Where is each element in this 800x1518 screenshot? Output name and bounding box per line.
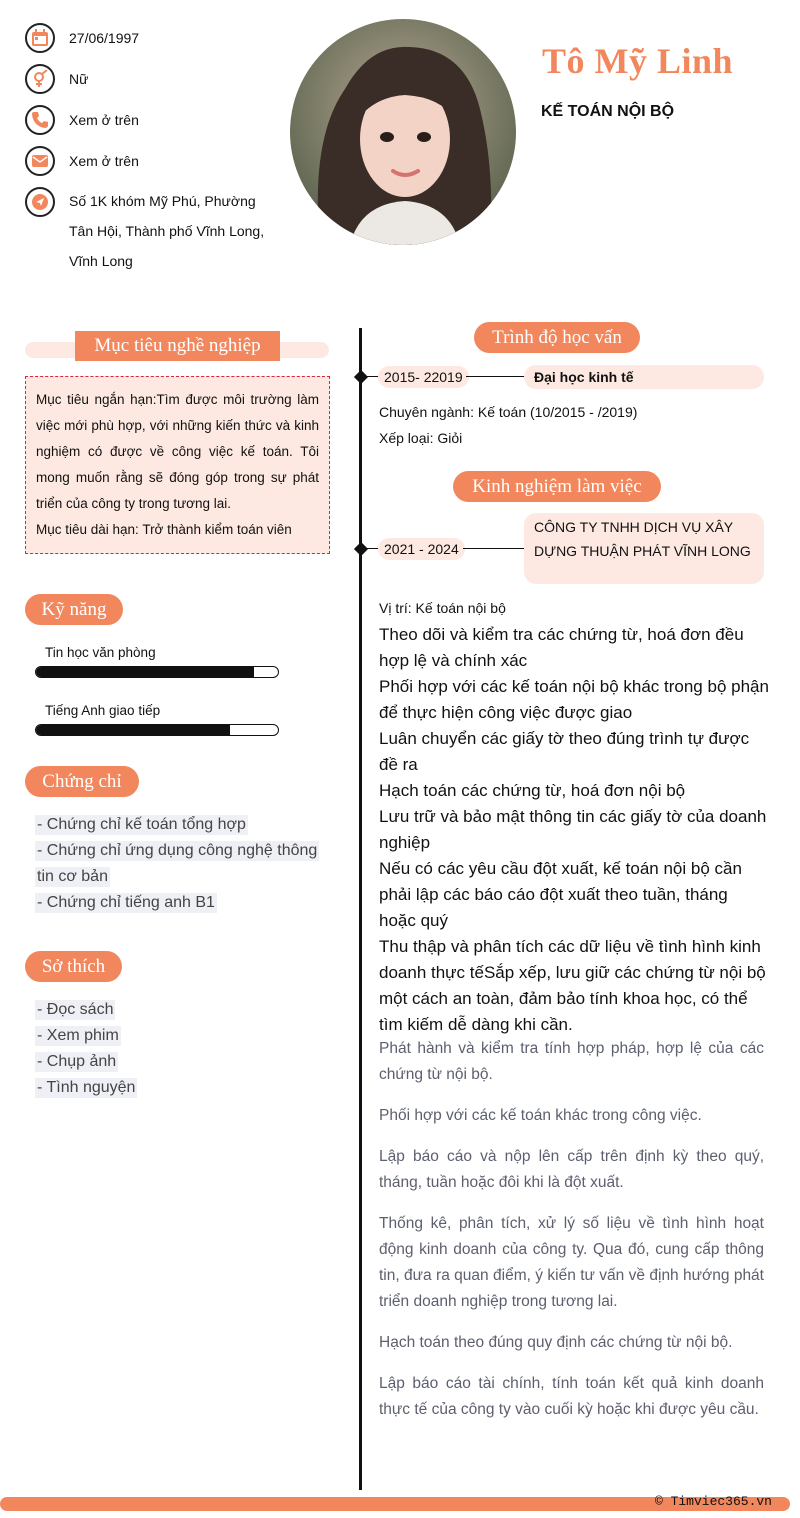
detail-item: Lập báo cáo tài chính, tính toán kết quả kinh doanh thực tế của công ty vào cuối kỳ hoặc khi được yêu cầu. — [379, 1375, 764, 1418]
experience-heading: Kinh nghiệm làm việc — [453, 471, 661, 502]
calendar-icon — [25, 23, 55, 53]
birthday-text: 27/06/1997 — [69, 30, 140, 46]
certificate-item: - Chứng chỉ tiếng anh B1 — [37, 894, 215, 911]
experience-position: Vị trí: Kế toán nội bộ — [379, 600, 506, 616]
skill-label: Tiếng Anh giao tiếp — [45, 703, 161, 718]
certificate-item: tin cơ bản — [37, 868, 108, 885]
phone-icon — [25, 105, 55, 135]
duty-item: Lưu trữ và bảo mật thông tin các giấy tờ của doanh nghiệp — [379, 807, 767, 852]
education-heading: Trình độ học vấn — [474, 322, 640, 353]
education-major: Chuyên ngành: Kế toán (10/2015 - /2019) — [379, 404, 638, 420]
goal-long-term: Mục tiêu dài hạn: Trở thành kiểm toán viên — [36, 522, 292, 537]
job-title: KẾ TOÁN NỘI BỘ — [541, 103, 675, 120]
skill-bar — [35, 666, 279, 678]
goal-short-term: Mục tiêu ngắn hạn:Tìm được môi trường làm việc mới phù hợp, với những kiến thức và kinh nghiệm có được về công việc kế toán. Tôi mong muốn rằng sẽ đóng góp trong sự phát triển của công ty trong tương lai. — [36, 392, 319, 511]
duty-list — [379, 622, 769, 1038]
hobby-item: - Tình nguyện — [37, 1079, 136, 1096]
hobby-item: - Xem phim — [37, 1027, 119, 1044]
detail-item: Thống kê, phân tích, xử lý số liệu về tình hình hoạt động kinh doanh của công ty. Qua đó, cung cấp thông tin, đưa ra quan điểm, ý kiến tư vấn về định hướng phát triển doanh nghiệp trong tương lai. — [379, 1215, 764, 1310]
contact-gender — [25, 64, 281, 94]
goal-heading: Mục tiêu nghề nghiệp — [75, 331, 280, 361]
detail-item: Hạch toán theo đúng quy định các chứng từ nội bộ. — [379, 1334, 733, 1351]
goal-box — [25, 376, 330, 554]
address-text: Số 1K khóm Mỹ Phú, Phường Tân Hội, Thành phố Vĩnh Long, Vĩnh Long — [69, 193, 265, 269]
contact-birthday — [25, 23, 281, 53]
email-icon — [25, 146, 55, 176]
duty-item: Hạch toán các chứng từ, hoá đơn nội bộ — [379, 781, 686, 800]
education-school: Đại học kinh tế — [524, 365, 764, 389]
location-icon — [25, 187, 55, 217]
footer-credit: © Timviec365.vn — [654, 1494, 772, 1509]
experience-period: 2021 - 2024 — [378, 538, 465, 560]
timeline-marker — [354, 542, 368, 556]
skill-label: Tin học văn phòng — [45, 645, 156, 660]
timeline-marker — [354, 370, 368, 384]
avatar — [290, 19, 516, 245]
timeline-line — [359, 328, 362, 1490]
connector-line — [463, 548, 526, 549]
certificate-item: - Chứng chỉ kế toán tổng hợp — [37, 816, 246, 833]
duty-item: Luân chuyển các giấy tờ theo đúng trình tự được đề ra — [379, 729, 750, 774]
duty-item: Theo dõi và kiểm tra các chứng từ, hoá đơn đều hợp lệ và chính xác — [379, 625, 744, 670]
detail-item: Phát hành và kiểm tra tính hợp pháp, hợp lệ của các chứng từ nội bộ. — [379, 1040, 764, 1083]
skills-heading: Kỹ năng — [25, 594, 123, 625]
gender-text: Nữ — [69, 71, 89, 87]
contact-phone — [25, 105, 281, 135]
experience-company: CÔNG TY TNHH DỊCH VỤ XÂY DỰNG THUẬN PHÁT VĨNH LONG — [524, 513, 764, 584]
skill-bar-fill — [36, 725, 230, 735]
email-text: Xem ở trên — [69, 153, 139, 169]
certificates-heading: Chứng chỉ — [25, 766, 139, 797]
duty-item: Nếu có các yêu cầu đột xuất, kế toán nội bộ cần phải lập các báo cáo đột xuất theo tuần, tháng hoặc quý — [379, 859, 742, 930]
hobbies-heading: Sở thích — [25, 951, 122, 982]
certificate-item: - Chứng chỉ ứng dụng công nghệ thông — [37, 842, 318, 859]
duty-item: Thu thập và phân tích các dữ liệu về tình hình kinh doanh thực tếSắp xếp, lưu giữ các chứng từ nội bộ một cách an toàn, đảm bảo tính khoa học, có thể tìm kiếm dễ dàng khi cần. — [379, 937, 766, 1034]
contact-address — [25, 187, 281, 276]
skill-bar-fill — [36, 667, 254, 677]
gender-icon — [25, 64, 55, 94]
connector-line — [466, 376, 526, 377]
duty-item: Phối hợp với các kế toán nội bộ khác trong bộ phận để thực hiện công việc được giao — [379, 677, 769, 722]
phone-text: Xem ở trên — [69, 112, 139, 128]
detail-item: Phối hợp với các kế toán khác trong công việc. — [379, 1107, 702, 1124]
detail-item: Lập báo cáo và nộp lên cấp trên định kỳ theo quý, tháng, tuần hoặc đôi khi là đột xuất. — [379, 1148, 764, 1191]
hobby-item: - Đọc sách — [37, 1001, 114, 1018]
profile-name: Tô Mỹ Linh — [542, 41, 734, 81]
education-grade: Xếp loại: Giỏi — [379, 430, 463, 446]
hobby-item: - Chụp ảnh — [37, 1053, 117, 1070]
skill-bar — [35, 724, 279, 736]
education-period: 2015- 22019 — [378, 366, 469, 388]
contact-email — [25, 146, 281, 176]
